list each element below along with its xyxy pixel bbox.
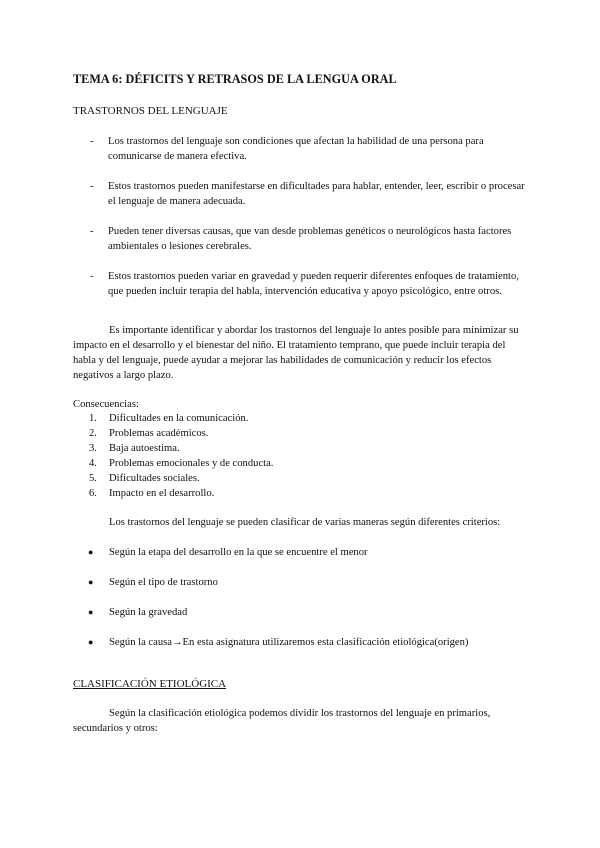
list-item-text: Impacto en el desarrollo. xyxy=(109,488,215,499)
list-item xyxy=(73,471,273,486)
dash-marker: - xyxy=(90,226,94,237)
list-number: 3. xyxy=(89,443,97,454)
paragraph-importance: Es importante identificar y abordar los trastornos del lenguaje lo antes posible para minimizar su impacto en el desarrollo y el bienestar del niño. El tratamiento temprano, que puede incluir terapia del habla y del lenguaje, puede ayudar a mejorar las habilidades de comunicación y reducir los efectos negativos a largo plazo. xyxy=(73,325,519,381)
bullet-icon: ● xyxy=(88,607,94,617)
list-item xyxy=(73,545,468,560)
list-number: 2. xyxy=(89,428,97,439)
list-item-text: Baja autoestima. xyxy=(109,443,180,454)
dash-list xyxy=(73,134,533,314)
list-number: 6. xyxy=(89,488,97,499)
list-item xyxy=(73,486,273,501)
document-title: TEMA 6: DÉFICITS Y RETRASOS DE LA LENGUA ORAL xyxy=(73,72,397,86)
list-item xyxy=(73,635,468,650)
list-item xyxy=(73,224,533,254)
list-item xyxy=(73,179,533,209)
list-item-text: Los trastornos del lenguaje son condiciones que afectan la habilidad de una persona para comunicarse de manera efectiva. xyxy=(108,136,484,162)
list-item xyxy=(73,426,273,441)
criteria-list xyxy=(73,545,468,665)
list-item-text: Pueden tener diversas causas, que van desde problemas genéticos o neurológicos hasta factores ambientales o lesiones cerebrales. xyxy=(108,226,512,252)
paragraph-classification-intro: Los trastornos del lenguaje se pueden clasificar de varias maneras según diferentes criterios: xyxy=(109,517,501,528)
list-item xyxy=(73,441,273,456)
list-item xyxy=(73,575,468,590)
list-item xyxy=(73,411,273,426)
list-item-text: Problemas emocionales y de conducta. xyxy=(109,458,274,469)
dash-marker: - xyxy=(90,271,94,282)
dash-marker: - xyxy=(90,181,94,192)
consequences-label: Consecuencias: xyxy=(73,399,139,410)
list-item-text: Según la gravedad xyxy=(109,607,188,618)
list-item xyxy=(73,134,533,164)
list-item xyxy=(73,269,533,299)
list-number: 5. xyxy=(89,473,97,484)
list-item xyxy=(73,456,273,471)
list-item-text: Según la etapa del desarrollo en la que se encuentre el menor xyxy=(109,547,368,558)
list-item xyxy=(73,605,468,620)
bullet-icon: ● xyxy=(88,547,94,557)
list-item-text: Dificultades sociales. xyxy=(109,473,200,484)
list-item-text: Dificultades en la comunicación. xyxy=(109,413,249,424)
dash-marker: - xyxy=(90,136,94,147)
bullet-icon: ● xyxy=(88,577,94,587)
section-heading-trastornos: TRASTORNOS DEL LENGUAJE xyxy=(73,105,228,117)
list-item-text: Según la causa→En esta asignatura utilizaremos esta clasificación etiológica(origen) xyxy=(109,637,469,648)
list-number: 1. xyxy=(89,413,97,424)
paragraph-etiologica: Según la clasificación etiológica podemos dividir los trastornos del lenguaje en primarios, secundarios y otros: xyxy=(73,708,491,734)
list-item-text: Según el tipo de trastorno xyxy=(109,577,218,588)
bullet-icon: ● xyxy=(88,637,94,647)
list-item-text: Estos trastornos pueden manifestarse en dificultades para hablar, entender, leer, escribir o procesar el lenguaje de manera adecuada. xyxy=(108,181,525,207)
list-item-text: Problemas académicos. xyxy=(109,428,209,439)
section-heading-etiologica: CLASIFICACIÓN ETIOLÓGICA xyxy=(73,678,227,690)
list-number: 4. xyxy=(89,458,97,469)
consequences-list xyxy=(73,411,273,501)
list-item-text: Estos trastornos pueden variar en gravedad y pueden requerir diferentes enfoques de tratamiento, que pueden incluir terapia del habla, intervención educativa y apoyo psicológico, entre otros. xyxy=(108,271,519,297)
